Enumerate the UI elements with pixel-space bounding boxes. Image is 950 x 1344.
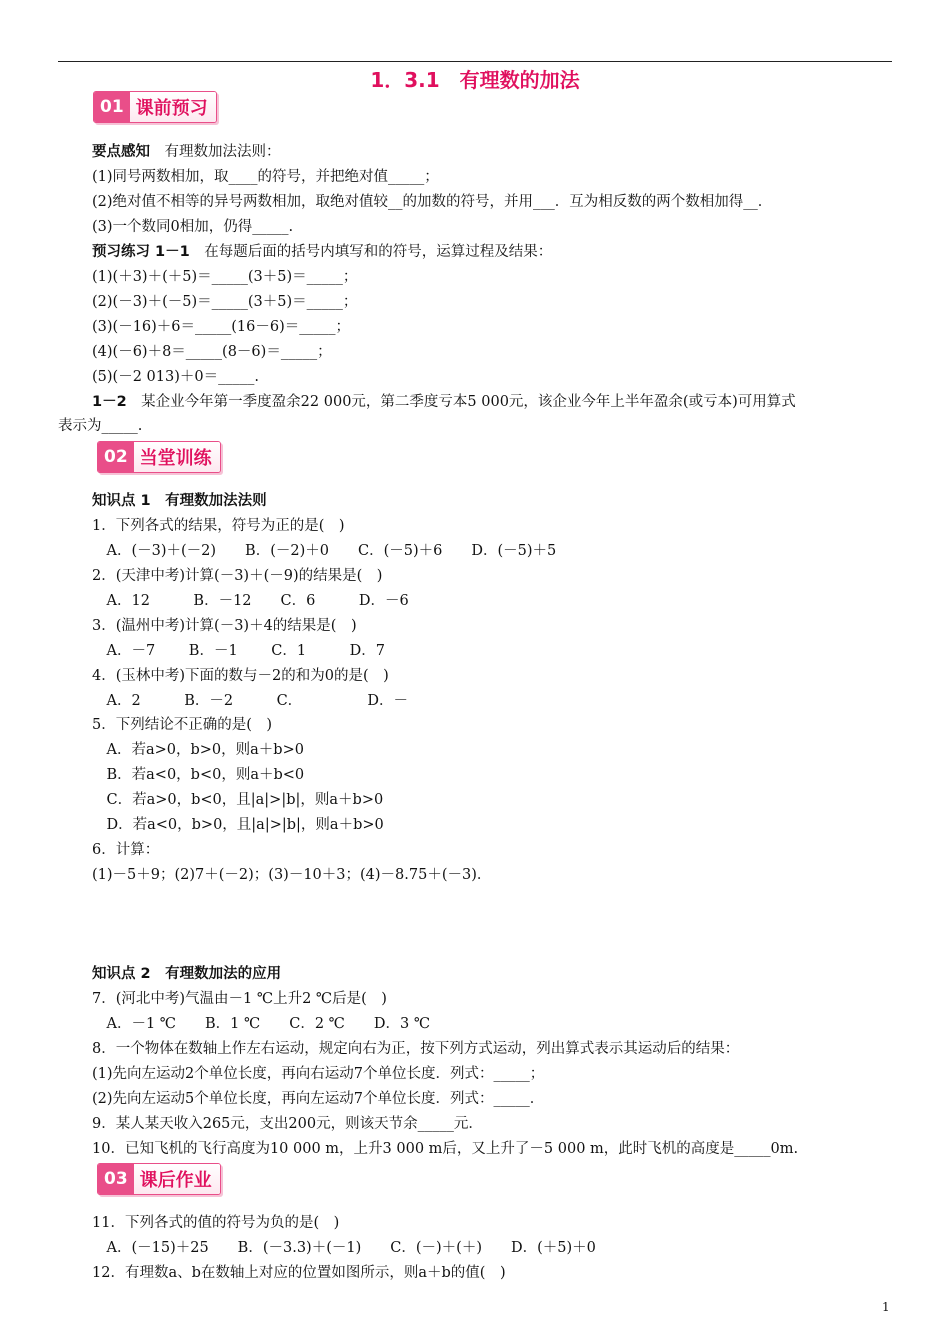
question-11-options: A．(－15)＋25 B．(－3.3)＋(－1) C．(－)＋(＋) D．(＋5)＋0 <box>92 1240 596 1256</box>
question-3: 3．(温州中考)计算(－3)＋4的结果是( ) <box>92 618 357 634</box>
question-8-part-2: (2)先向左运动5个单位长度，再向左运动7个单位长度．列式：_____． <box>92 1091 545 1107</box>
badge-label: 课后作业 <box>134 1164 220 1194</box>
question-1-2-cont: 表示为_____. <box>58 418 143 434</box>
badge-number: 02 <box>98 442 134 472</box>
question-5-option-c: C．若a>0，b<0，且|a|>|b|，则a＋b>0 <box>92 792 384 808</box>
badge-number: 03 <box>98 1164 134 1194</box>
exercise-2: (2)(－3)＋(－5)＝_____(3＋5)＝_____； <box>92 294 358 310</box>
rule-3: (3)一个数同0相加，仍得_____. <box>92 219 294 235</box>
question-11: 11．下列各式的值的符号为负的是( ) <box>92 1215 340 1231</box>
question-8-part-1: (1)先向左运动2个单位长度，再向右运动7个单位长度．列式：_____； <box>92 1066 545 1082</box>
question-1: 1．下列各式的结果，符号为正的是( ) <box>92 518 345 534</box>
section-badge-homework <box>97 1163 221 1195</box>
exercise-5: (5)(－2 013)＋0＝_____. <box>92 369 259 385</box>
question-5-option-d: D．若a<0，b>0，且|a|>|b|，则a＋b>0 <box>92 817 384 833</box>
question-2-options: A．12 B．－12 C．6 D．－6 <box>92 593 409 609</box>
key-points-line: 要点感知 有理数加法法则： <box>92 144 281 160</box>
rule-2: (2)绝对值不相等的异号两数相加，取绝对值较__的加数的符号，并用___．互为相反数的两个数相加得__． <box>92 194 773 210</box>
question-2: 2．(天津中考)计算(－3)＋(－9)的结果是( ) <box>92 568 383 584</box>
question-3-options: A．－7 B．－1 C．1 D．7 <box>92 643 385 659</box>
header-rule <box>58 61 892 62</box>
question-6-items: (1)－5＋9；(2)7＋(－2)；(3)－10＋3；(4)－8.75＋(－3)． <box>92 867 492 883</box>
question-5-option-a: A．若a>0，b>0，则a＋b>0 <box>92 742 304 758</box>
knowledge-point-2: 知识点 2 有理数加法的应用 <box>92 966 282 982</box>
question-8: 8．一个物体在数轴上作左右运动，规定向右为正，按下列方式运动，列出算式表示其运动后的结果： <box>92 1041 740 1057</box>
section-badge-preview <box>93 91 217 123</box>
knowledge-point-1: 知识点 1 有理数加法法则 <box>92 493 267 509</box>
badge-label: 课前预习 <box>130 92 216 122</box>
exercise-3: (3)(－16)＋6＝_____(16－6)＝_____； <box>92 319 351 335</box>
question-5-option-b: B．若a<0，b<0，则a＋b<0 <box>92 767 305 783</box>
section-badge-class <box>97 441 221 473</box>
badge-label: 当堂训练 <box>134 442 220 472</box>
question-6: 6．计算： <box>92 842 160 858</box>
badge-number: 01 <box>94 92 130 122</box>
question-4: 4．(玉林中考)下面的数与－2的和为0的是( ) <box>92 668 389 684</box>
question-5: 5．下列结论不正确的是( ) <box>92 717 273 733</box>
question-7: 7．(河北中考)气温由－1 ℃上升2 ℃后是( ) <box>92 991 387 1007</box>
rule-1: (1)同号两数相加，取____的符号，并把绝对值_____； <box>92 169 439 185</box>
page-number: 1 <box>882 1300 890 1314</box>
page-title: 1．3.1 有理数的加法 <box>370 68 580 92</box>
question-7-options: A．－1 ℃ B．1 ℃ C．2 ℃ D．3 ℃ <box>92 1016 431 1032</box>
question-9: 9．某人某天收入265元，支出200元，则该天节余_____元． <box>92 1116 483 1132</box>
question-12: 12．有理数a、b在数轴上对应的位置如图所示，则a＋b的值( ) <box>92 1265 506 1281</box>
question-4-options: A．2 B．－2 C． D．－ <box>92 693 409 709</box>
question-1-2: 1－2 某企业今年第一季度盈余22 000元，第二季度亏本5 000元，该企业今年上半年盈余(或亏本)可用算式 <box>92 394 796 410</box>
exercise-4: (4)(－6)＋8＝_____(8－6)＝_____； <box>92 344 332 360</box>
preview-exercise-head: 预习练习 1－1 在每题后面的括号内填写和的符号，运算过程及结果： <box>92 244 553 260</box>
question-1-options: A．(－3)＋(－2) B．(－2)＋0 C．(－5)＋6 D．(－5)＋5 <box>92 543 557 559</box>
question-10: 10．已知飞机的飞行高度为10 000 m，上升3 000 m后，又上升了－5 000 m，此时飞机的高度是_____0m. <box>92 1141 799 1157</box>
exercise-1: (1)(＋3)＋(＋5)＝_____(3＋5)＝_____； <box>92 269 358 285</box>
